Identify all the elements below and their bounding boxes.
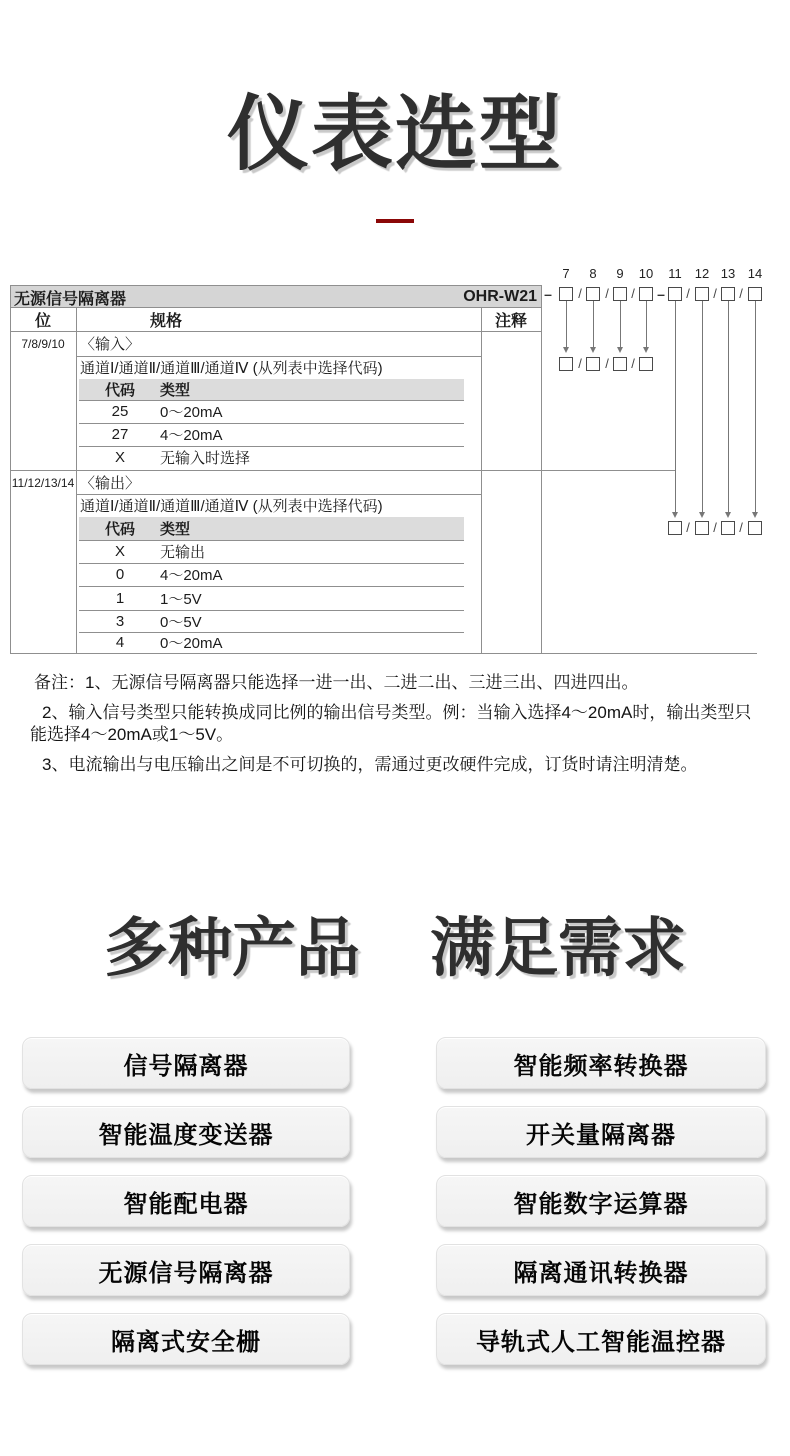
table-border [79, 610, 464, 611]
arrow-down [593, 301, 594, 347]
table-model-code: OHR-W21 [463, 288, 537, 305]
digit-label-12: 12 [694, 266, 710, 281]
table-border [10, 285, 541, 286]
table-title-bar [10, 286, 541, 308]
product-button-temperature-transmitter[interactable]: 智能温度变送器 [22, 1106, 350, 1158]
arrow-down [702, 301, 703, 512]
slash-separator: / [631, 356, 635, 371]
table-border [79, 446, 464, 447]
title-divider [376, 219, 414, 223]
notes-section [30, 672, 762, 784]
table-border [76, 494, 481, 495]
code-box-13 [721, 287, 735, 301]
table-border [79, 540, 464, 541]
input-row-type: 4～20mA [160, 427, 223, 444]
output-row-type: 0～20mA [160, 635, 223, 652]
table-border [79, 586, 464, 587]
code-box-8 [586, 287, 600, 301]
slash-separator: / [605, 286, 609, 301]
output-row-type: 0～5V [160, 613, 202, 631]
input-row-code: 25 [111, 403, 129, 420]
table-product-name: 无源信号隔离器 [14, 290, 127, 308]
output-row-code: 4 [115, 634, 125, 651]
products-title-part2: 满足需求 [430, 912, 686, 984]
output-channel-box [748, 521, 762, 535]
input-code-header: 代码 [104, 382, 135, 399]
code-box-14 [748, 287, 762, 301]
output-row-type: 1～5V [160, 590, 202, 608]
column-header-spec: 规格 [149, 313, 182, 330]
arrow-down [755, 301, 756, 512]
output-code-header: 代码 [104, 521, 135, 538]
digit-label-7: 7 [562, 266, 570, 281]
arrow-down [620, 301, 621, 347]
table-border [10, 331, 541, 332]
page-title: 仪表选型 [226, 89, 563, 180]
output-row-code: 3 [115, 612, 125, 630]
digit-label-8: 8 [589, 266, 597, 281]
output-row-code: 0 [115, 566, 125, 583]
slash-separator: / [605, 356, 609, 371]
table-border [481, 308, 482, 653]
input-channel-box [613, 357, 627, 371]
dash-separator: – [657, 286, 665, 302]
output-channels-label: 通道Ⅰ/通道Ⅱ/通道Ⅲ/通道Ⅳ (从列表中选择代码) [80, 498, 383, 515]
product-button-switch-isolator[interactable]: 开关量隔离器 [436, 1106, 766, 1158]
digit-label-9: 9 [616, 266, 624, 281]
output-channel-box [668, 521, 682, 535]
arrow-down [728, 301, 729, 512]
table-section-divider [10, 470, 675, 471]
product-button-signal-isolator[interactable]: 信号隔离器 [22, 1037, 350, 1089]
digit-label-11: 11 [668, 266, 682, 281]
code-box-11 [668, 287, 682, 301]
digit-label-13: 13 [720, 266, 736, 281]
table-border [79, 423, 464, 424]
input-channels-label: 通道Ⅰ/通道Ⅱ/通道Ⅲ/通道Ⅳ (从列表中选择代码) [80, 360, 383, 377]
input-channel-box [639, 357, 653, 371]
input-section-label: 〈输入〉 [80, 336, 141, 353]
dash-separator: – [544, 286, 552, 302]
table-border [79, 632, 464, 633]
digit-label-10: 10 [638, 266, 654, 281]
output-row-code: 1 [115, 589, 125, 607]
output-positions-cell: 11/12/13/14 [11, 475, 75, 490]
table-border [76, 308, 77, 653]
output-channel-box [695, 521, 709, 535]
product-button-frequency-converter[interactable]: 智能频率转换器 [436, 1037, 766, 1089]
table-border [79, 400, 464, 401]
product-button-safety-barrier[interactable]: 隔离式安全栅 [22, 1313, 350, 1365]
input-positions-cell: 7/8/9/10 [21, 336, 65, 351]
slash-separator: / [739, 286, 743, 301]
slash-separator: / [686, 520, 690, 535]
product-button-digital-calculator[interactable]: 智能数字运算器 [436, 1175, 766, 1227]
code-box-12 [695, 287, 709, 301]
products-title-part1: 多种产品 [104, 912, 360, 984]
table-bottom-border [10, 653, 757, 654]
code-box-9 [613, 287, 627, 301]
product-button-rail-temp-controller[interactable]: 导轨式人工智能温控器 [436, 1313, 766, 1365]
output-section-label: 〈输出〉 [80, 475, 141, 492]
output-row-type: 无输出 [160, 544, 206, 561]
output-row-type: 4～20mA [160, 567, 223, 584]
output-channel-box [721, 521, 735, 535]
arrow-down [675, 301, 676, 512]
product-button-distributor[interactable]: 智能配电器 [22, 1175, 350, 1227]
arrow-down [566, 301, 567, 347]
digit-label-14: 14 [747, 266, 763, 281]
code-box-7 [559, 287, 573, 301]
product-button-comm-converter[interactable]: 隔离通讯转换器 [436, 1244, 766, 1296]
input-channel-box [559, 357, 573, 371]
note-item: 备注：1、无源信号隔离器只能选择一进一出、二进二出、三进三出、四进四出。 [34, 673, 639, 692]
arrow-down [646, 301, 647, 347]
slash-separator: / [713, 520, 717, 535]
table-border [79, 563, 464, 564]
products-section-title [0, 897, 790, 989]
input-type-header: 类型 [160, 382, 191, 399]
column-header-note: 注释 [494, 313, 527, 330]
note-item: 3、电流输出与电压输出之间是不可切换的，需通过更改硬件完成，订货时请注明清楚。 [42, 755, 698, 774]
input-row-code: X [114, 449, 125, 466]
code-box-10 [639, 287, 653, 301]
note-item: 2、输入信号类型只能转换成同比例的输出信号类型。例：当输入选择4～20mA时，输出类型只能选择4～20mA或1～5V。 [30, 703, 752, 744]
table-border [10, 285, 11, 653]
slash-separator: / [578, 356, 582, 371]
output-type-header: 类型 [160, 521, 191, 538]
slash-separator: / [631, 286, 635, 301]
input-row-type: 无输入时选择 [160, 450, 251, 467]
table-border [76, 356, 481, 357]
output-row-code: X [114, 543, 125, 560]
column-header-pos: 位 [34, 313, 51, 330]
slash-separator: / [713, 286, 717, 301]
table-border [10, 307, 541, 308]
product-category-grid [22, 1037, 766, 1365]
slash-separator: / [578, 286, 582, 301]
table-border [541, 285, 542, 653]
input-channel-box [586, 357, 600, 371]
slash-separator: / [739, 520, 743, 535]
slash-separator: / [686, 286, 690, 301]
input-row-type: 0～20mA [160, 404, 223, 421]
input-row-code: 27 [111, 426, 129, 443]
product-button-passive-signal-isolator[interactable]: 无源信号隔离器 [22, 1244, 350, 1296]
